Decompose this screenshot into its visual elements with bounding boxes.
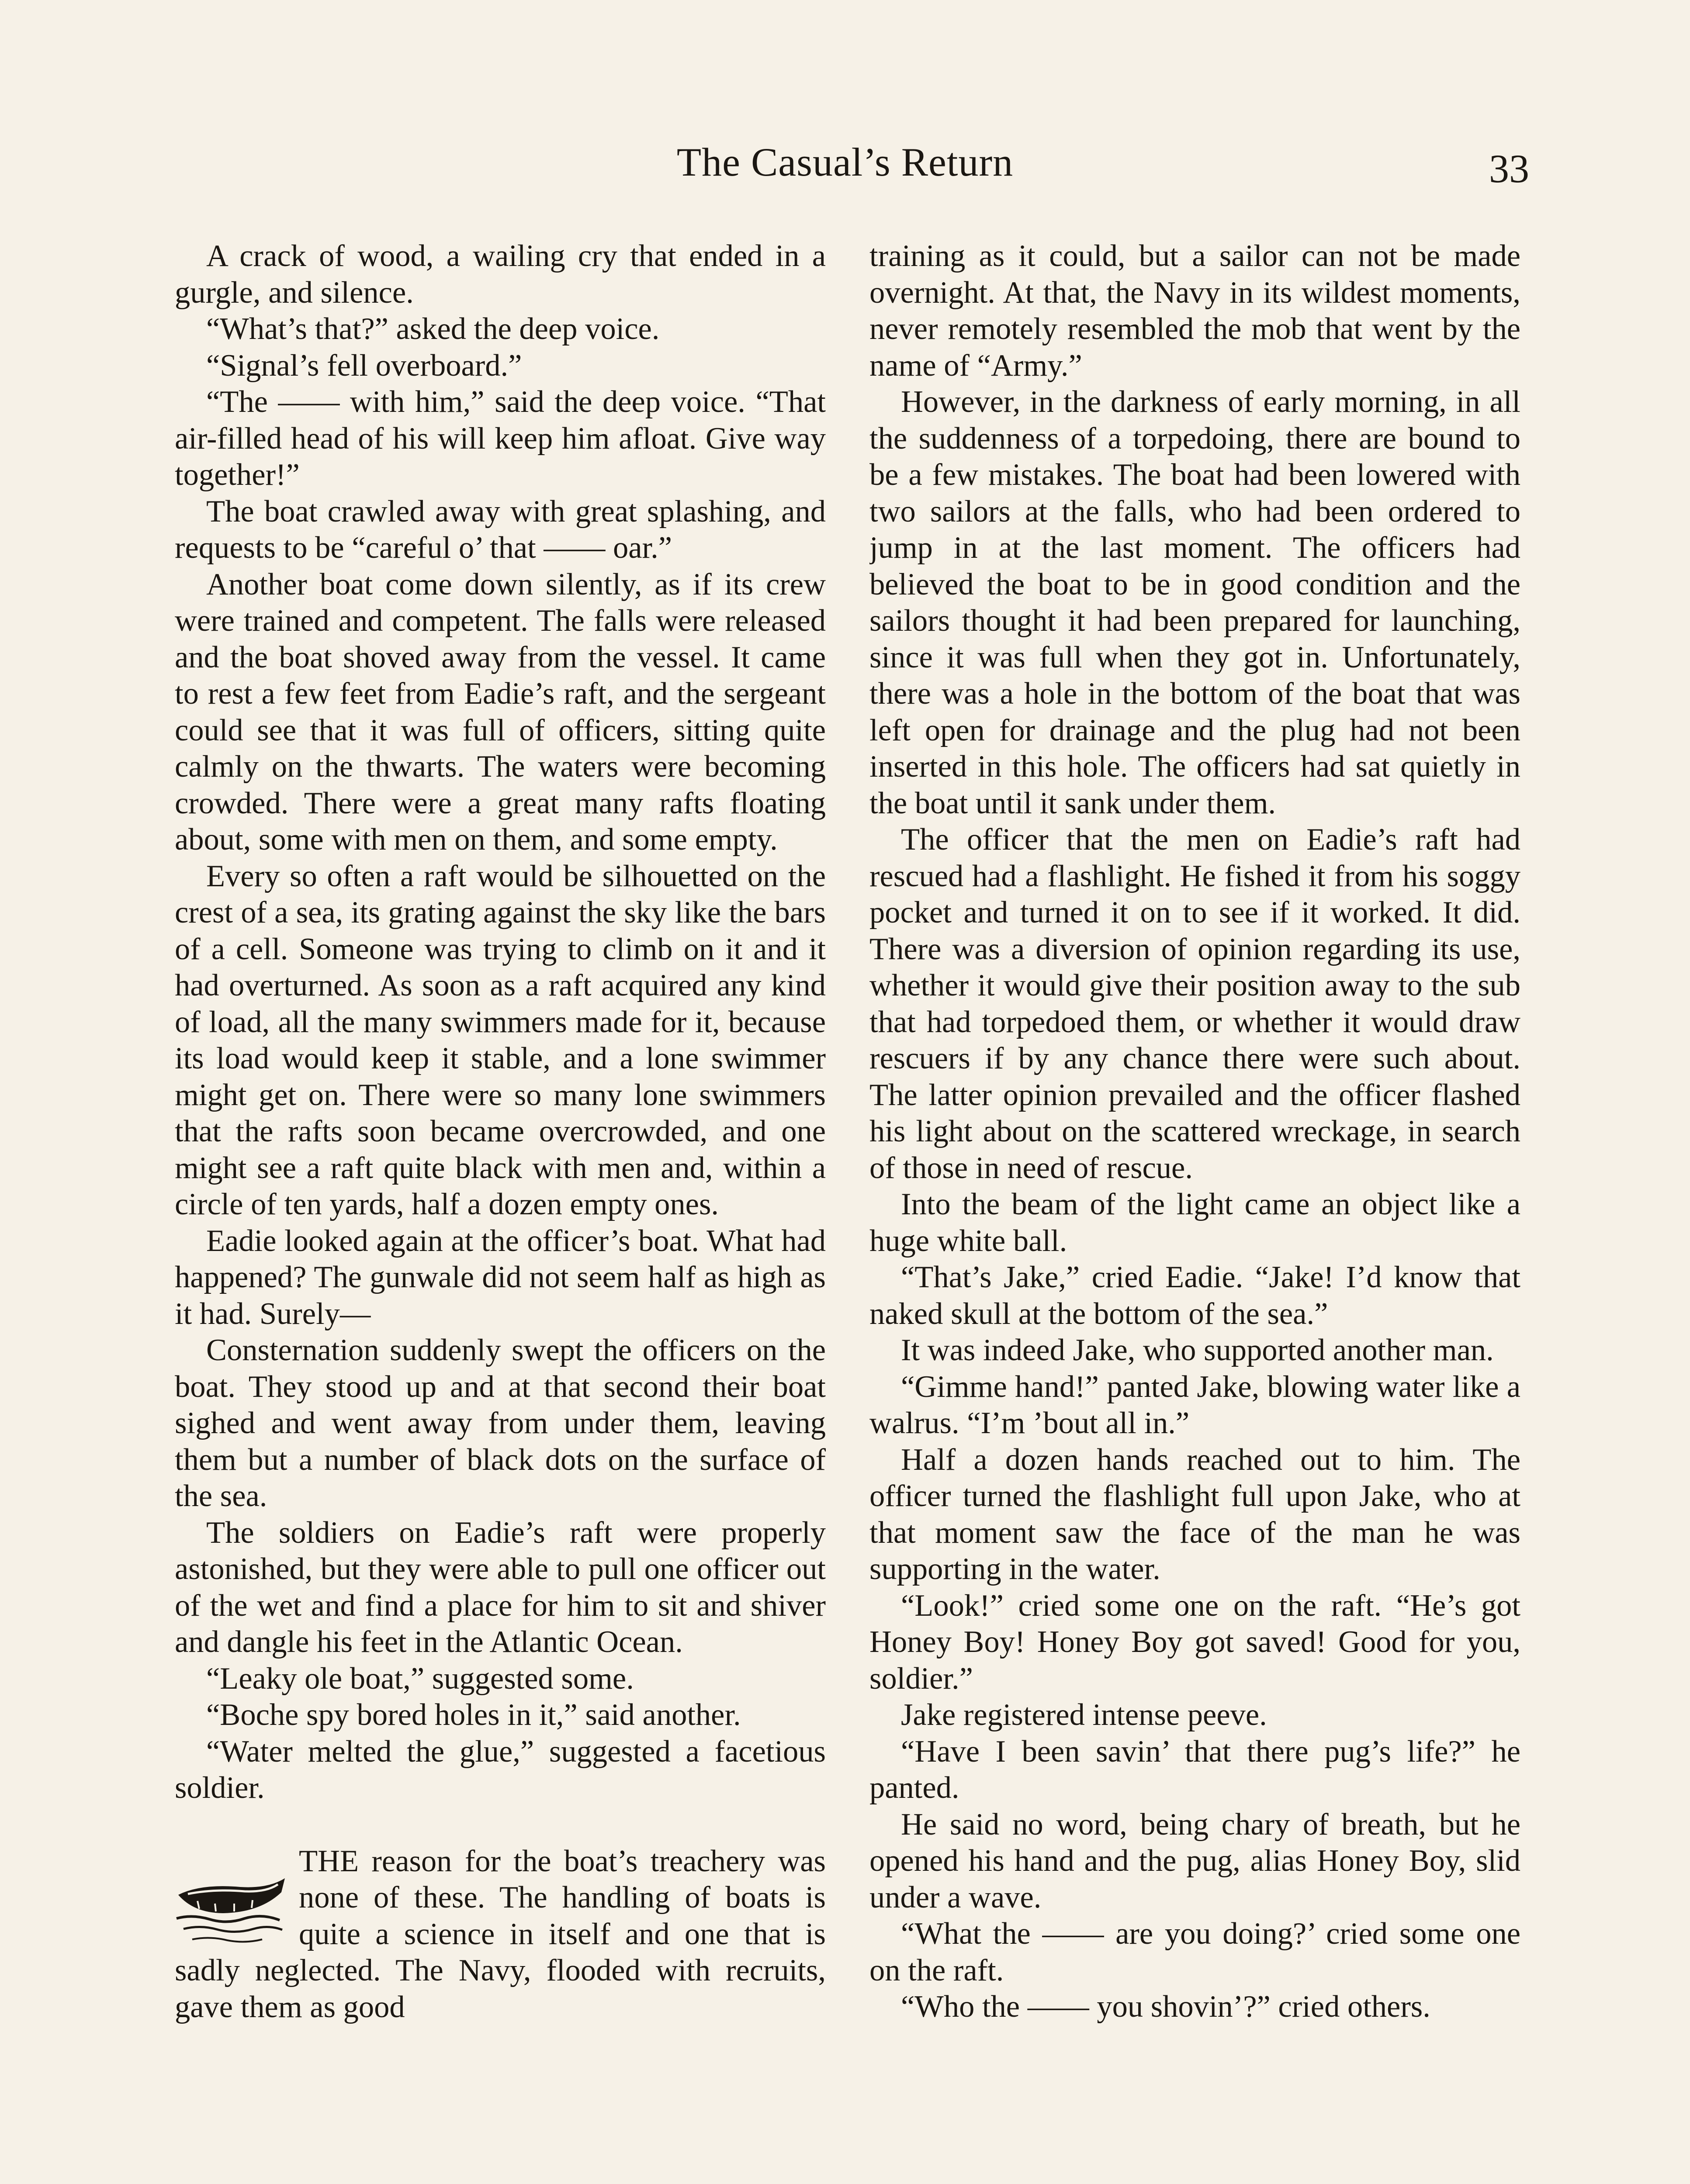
paragraph: “Have I been savin’ that there pug’s life?” he panted. — [869, 1734, 1520, 1805]
paragraph: Half a dozen hands reached out to him. The officer turned the flashlight full upon Jake, who at that moment saw the face of the man he was supporting in the water. — [869, 1442, 1520, 1586]
paragraph: Into the beam of the light came an object like a huge white ball. — [869, 1187, 1520, 1258]
paragraph: “Boche spy bored holes in it,” said another. — [206, 1698, 741, 1732]
page-number: 33 — [1489, 146, 1529, 191]
paragraph: It was indeed Jake, who supported another man. — [901, 1333, 1494, 1367]
paragraph: “Look!” cried some one on the raft. “He’s got Honey Boy! Honey Boy got saved! Good for you, soldier.” — [869, 1588, 1520, 1696]
paragraph: training as it could, but a sailor can not be made overnight. At that, the Navy in its wildest moments, never remotely resembled the mob that went by the name of “Army.” — [869, 239, 1520, 383]
paragraph: The soldiers on Eadie’s raft were properly astonished, but they were able to pull one officer out of the wet and find a place for him to sit and shiver and dangle his feet in the Atlantic Ocean. — [175, 1515, 826, 1659]
rowboat-icon — [175, 1843, 288, 1952]
paragraph: “The —— with him,” said the deep voice. “That air-filled head of his will keep him afloat. Give way together!” — [175, 385, 826, 492]
paragraph: Eadie looked again at the officer’s boat. What had happened? The gunwale did not seem half as high as it had. Surely— — [175, 1223, 826, 1331]
paragraph: Consternation suddenly swept the officers on the boat. They stood up and at that second their boat sighed and went away from under them, leaving them but a number of black dots on the surface of the sea. — [175, 1333, 826, 1513]
paragraph: However, in the darkness of early morning, in all the suddenness of a torpedoing, there are bound to be a few mistakes. The boat had been lowered with two sailors at the falls, who had been ordered to jump in at the last moment. The officers had believed the boat to be in good condition and the sailors thought it had been prepared for launching, since it was full when they got in. Unfortunately, there was a hole in the bottom of the boat that was left open for drainage and the plug had not been inserted in this hole. The officers had sat quietly in the boat until it sank under them. — [869, 385, 1520, 820]
paragraph: “Water melted the glue,” suggested a facetious soldier. — [175, 1734, 826, 1805]
paragraph: Every so often a raft would be silhouetted on the crest of a sea, its grating against the sky like the bars of a cell. Someone was trying to climb on it and it had overturned. As soon as a raft acquired any kind of load, all the many swimmers made for it, because its load would keep it stable, and a lone swimmer might get on. There were so many lone swimmers that the rafts soon became overcrowded, and one might see a raft quite black with men and, within a circle of ten yards, half a dozen empty ones. — [175, 859, 826, 1221]
left-column — [175, 238, 826, 2184]
right-column-paragraphs — [869, 238, 1520, 2025]
paragraph: “Gimme hand!” panted Jake, blowing water like a walrus. “I’m ’bout all in.” — [869, 1369, 1520, 1440]
right-column — [869, 238, 1520, 2184]
paragraph: The officer that the men on Eadie’s raft had rescued had a flashlight. He fished it from his soggy pocket and turned it on to see if it worked. It did. There was a diversion of opinion regarding its use, whether it would give their position away to the sub that had torpedoed them, or whether it would draw rescuers if by any chance there were such about. The latter opinion prevailed and the officer flashed his light about on the scattered wreckage, in search of those in need of rescue. — [869, 822, 1520, 1185]
section-opening — [175, 1843, 826, 2026]
paragraph: “What’s that?” asked the deep voice. — [206, 312, 660, 346]
paragraph: Jake registered intense peeve. — [901, 1698, 1267, 1732]
running-header-title: The Casual’s Return — [676, 140, 1014, 184]
dropcap-paragraph: THE reason for the boat’s treachery was none of these. The handling of boats is quite a science in itself and one that is sadly neglected. The Navy, flooded with recruits, gave them as good — [175, 1844, 826, 2024]
left-column-paragraphs — [175, 238, 826, 1807]
paragraph: Another boat come down silently, as if its crew were trained and competent. The falls were released and the boat shoved away from the vessel. It came to rest a few feet from Eadie’s raft, and the sergeant could see that it was full of officers, sitting quite calmly on the thwarts. The waters were becoming crowded. There were a great many rafts floating about, some with men on them, and some empty. — [175, 567, 826, 857]
paragraph: A crack of wood, a wailing cry that ended in a gurgle, and silence. — [175, 239, 826, 310]
paragraph: “Signal’s fell overboard.” — [206, 348, 522, 383]
paragraph: “That’s Jake,” cried Eadie. “Jake! I’d know that naked skull at the bottom of the sea.” — [869, 1260, 1520, 1331]
paragraph: “What the —— are you doing?’ cried some one on the raft. — [869, 1917, 1520, 1987]
paragraph: “Who the —— you shovin’?” cried others. — [901, 1990, 1430, 2024]
paragraph: He said no word, being chary of breath, but he opened his hand and the pug, alias Honey Boy, slid under a wave. — [869, 1807, 1520, 1914]
paragraph: “Leaky ole boat,” suggested some. — [206, 1661, 634, 1696]
paragraph: The boat crawled away with great splashing, and requests to be “careful o’ that —— oar.” — [175, 494, 826, 565]
